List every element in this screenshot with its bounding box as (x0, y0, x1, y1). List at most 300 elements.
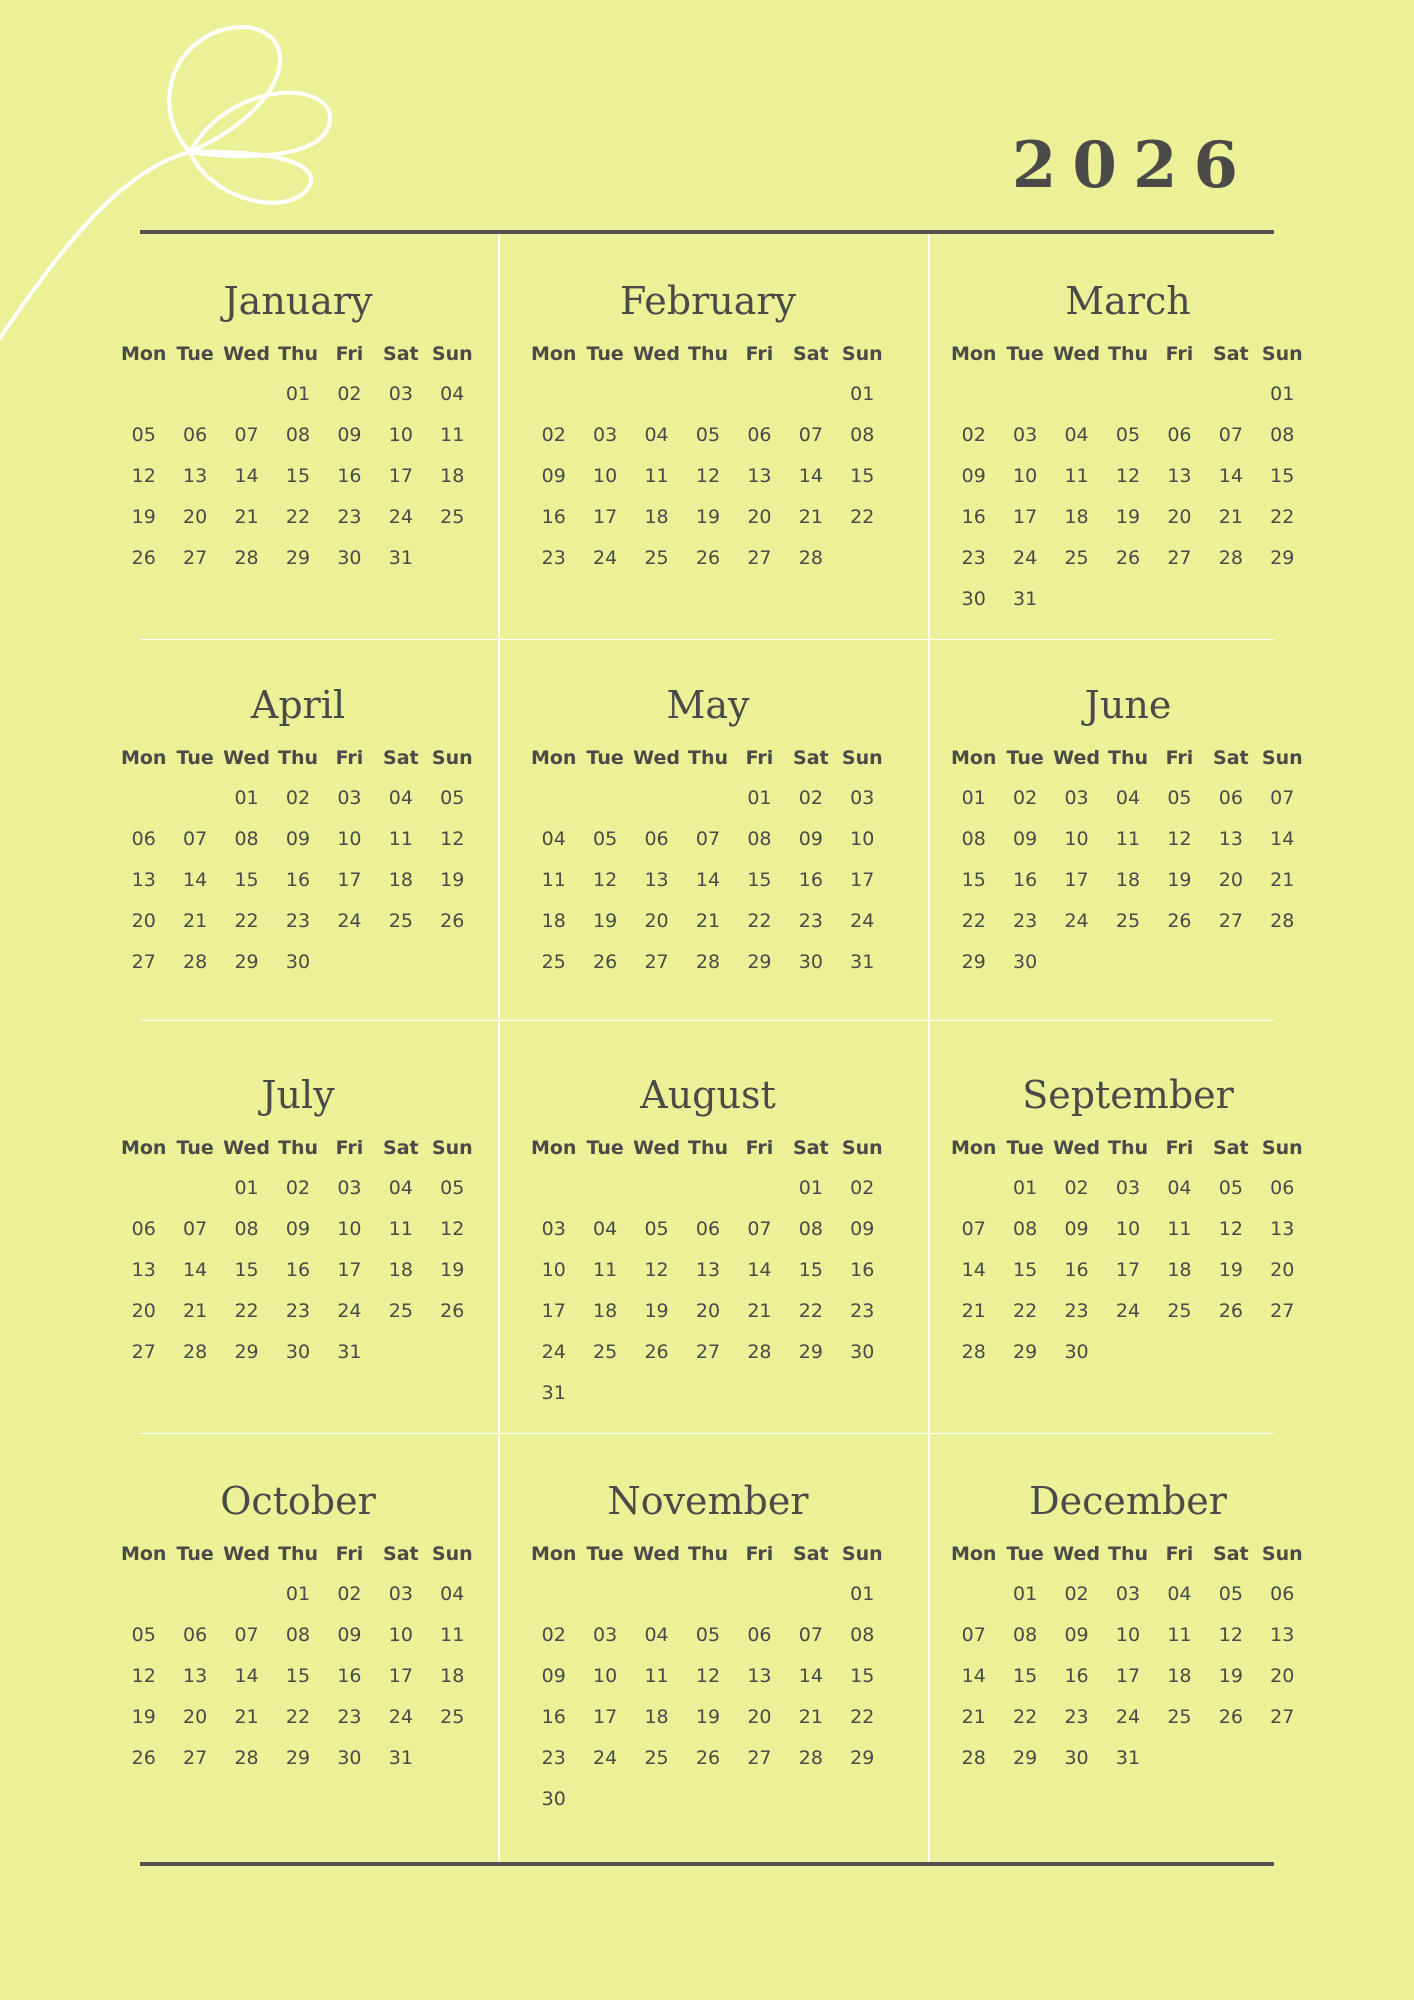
day-cell: 07 (1270, 787, 1295, 809)
day-cell: 20 (1270, 1259, 1295, 1281)
day-cell: 17 (337, 869, 362, 891)
day-cell: 05 (131, 1624, 156, 1646)
day-cell: 18 (440, 465, 465, 487)
day-cell: 01 (234, 1177, 259, 1199)
day-cell: 15 (285, 465, 311, 487)
day-cell: 07 (747, 1218, 772, 1240)
day-cell: 29 (285, 1747, 311, 1769)
weekday-header: Mon (530, 1543, 577, 1565)
day-cell: 05 (1218, 1177, 1243, 1199)
day-cell: 14 (798, 1665, 823, 1687)
day-cell: 09 (541, 1665, 566, 1687)
weekday-header: Tue (1006, 747, 1044, 769)
day-cell: 27 (183, 547, 208, 569)
day-cell: 28 (1270, 910, 1295, 932)
empty-cell (948, 1168, 999, 1209)
day-cell: 04 (440, 383, 465, 405)
day-cell: 27 (1270, 1706, 1295, 1728)
day-cell: 18 (644, 506, 669, 528)
weekday-header: Thu (687, 1137, 728, 1159)
empty-cell (1051, 374, 1102, 415)
day-cell: 27 (1218, 910, 1243, 932)
day-cell: 12 (1218, 1218, 1243, 1240)
day-cell: 20 (747, 1706, 772, 1728)
day-cell: 10 (593, 465, 618, 487)
day-cell: 14 (234, 465, 259, 487)
day-cell: 12 (1218, 1624, 1243, 1646)
empty-cell (734, 1574, 785, 1615)
month-grid (948, 334, 1308, 620)
day-cell: 18 (388, 869, 413, 891)
weekday-header: Sun (1261, 1137, 1303, 1159)
day-cell: 13 (131, 1259, 156, 1281)
day-cell: 08 (234, 1218, 259, 1240)
day-cell: 03 (1013, 424, 1038, 446)
day-cell: 11 (644, 465, 669, 487)
day-cell: 03 (337, 787, 362, 809)
day-cell: 11 (388, 828, 413, 850)
empty-cell (682, 374, 733, 415)
weekday-header: Mon (530, 343, 577, 365)
day-cell: 17 (1115, 1665, 1141, 1687)
weekday-header: Sat (1213, 343, 1249, 365)
day-cell: 24 (337, 1300, 362, 1322)
day-cell: 25 (388, 1300, 413, 1322)
weekday-header: Thu (1107, 1543, 1148, 1565)
month-grid (948, 1128, 1308, 1373)
day-cell: 19 (644, 1300, 669, 1322)
day-cell: 07 (695, 828, 721, 850)
day-cell: 31 (388, 1747, 413, 1769)
month-may (528, 672, 888, 983)
day-cell: 13 (1218, 828, 1243, 850)
day-cell: 17 (541, 1300, 566, 1322)
empty-cell (1205, 374, 1256, 415)
weekday-header: Tue (176, 747, 214, 769)
day-cell: 12 (644, 1259, 669, 1281)
day-cell: 07 (961, 1624, 986, 1646)
day-cell: 18 (593, 1300, 618, 1322)
month-grid (528, 334, 888, 579)
day-cell: 12 (440, 1218, 465, 1240)
day-cell: 05 (440, 787, 465, 809)
day-cell: 30 (337, 1747, 362, 1769)
day-cell: 23 (541, 1747, 566, 1769)
day-cell: 27 (131, 951, 156, 973)
day-cell: 22 (234, 1300, 259, 1322)
empty-cell (785, 1574, 836, 1615)
day-cell: 22 (798, 1300, 823, 1322)
day-cell: 18 (1115, 869, 1141, 891)
day-cell: 16 (337, 465, 362, 487)
day-cell: 09 (285, 828, 311, 850)
weekday-header: Mon (950, 1137, 997, 1159)
day-cell: 01 (850, 1583, 875, 1605)
empty-cell (528, 1168, 579, 1209)
weekday-header: Wed (223, 1543, 270, 1565)
day-cell: 30 (285, 951, 311, 973)
day-cell: 30 (1064, 1341, 1089, 1363)
day-cell: 03 (593, 424, 618, 446)
day-cell: 02 (337, 383, 362, 405)
row-divider (140, 1020, 1274, 1021)
day-cell: 12 (440, 828, 465, 850)
day-cell: 08 (961, 828, 986, 850)
day-cell: 25 (593, 1341, 618, 1363)
day-cell: 21 (234, 506, 259, 528)
day-cell: 24 (1013, 547, 1038, 569)
day-cell: 08 (1013, 1624, 1038, 1646)
day-cell: 09 (961, 465, 986, 487)
day-cell: 05 (593, 828, 618, 850)
day-cell: 06 (1270, 1583, 1295, 1605)
day-cell: 08 (285, 1624, 311, 1646)
day-cell: 19 (440, 869, 465, 891)
day-cell: 07 (183, 828, 208, 850)
day-cell: 10 (1013, 465, 1038, 487)
day-cell: 24 (593, 547, 618, 569)
empty-cell (118, 1168, 169, 1209)
day-cell: 26 (1115, 547, 1141, 569)
day-cell: 15 (1013, 1259, 1038, 1281)
day-cell: 22 (850, 506, 875, 528)
day-cell: 14 (747, 1259, 772, 1281)
day-cell: 04 (1167, 1177, 1192, 1199)
day-cell: 12 (1115, 465, 1141, 487)
empty-cell (1154, 374, 1205, 415)
weekday-header: Fri (1165, 1543, 1194, 1565)
month-december (948, 1468, 1308, 1779)
day-cell: 09 (1064, 1218, 1089, 1240)
day-cell: 22 (1013, 1706, 1038, 1728)
day-cell: 08 (850, 1624, 875, 1646)
day-cell: 31 (388, 547, 413, 569)
day-cell: 26 (1218, 1300, 1243, 1322)
day-cell: 21 (183, 1300, 208, 1322)
day-cell: 26 (1218, 1706, 1243, 1728)
day-cell: 29 (1013, 1341, 1038, 1363)
day-cell: 10 (1115, 1624, 1141, 1646)
day-cell: 13 (1270, 1218, 1295, 1240)
day-cell: 25 (1167, 1300, 1192, 1322)
day-cell: 05 (131, 424, 156, 446)
weekday-header: Sun (841, 1137, 883, 1159)
day-cell: 02 (541, 1624, 566, 1646)
weekday-header: Sat (383, 747, 419, 769)
weekday-header: Sat (793, 1543, 829, 1565)
day-cell: 25 (388, 910, 413, 932)
day-cell: 24 (850, 910, 875, 932)
day-cell: 20 (183, 1706, 208, 1728)
month-grid (528, 738, 888, 983)
day-cell: 13 (695, 1259, 721, 1281)
day-cell: 23 (285, 1300, 311, 1322)
weekday-header: Thu (277, 1543, 318, 1565)
weekday-header: Thu (687, 343, 728, 365)
day-cell: 28 (961, 1747, 986, 1769)
day-cell: 02 (850, 1177, 875, 1199)
day-cell: 10 (388, 424, 413, 446)
day-cell: 12 (695, 1665, 721, 1687)
day-cell: 01 (285, 1583, 311, 1605)
month-title: August (640, 1073, 776, 1117)
day-cell: 02 (961, 424, 986, 446)
day-cell: 28 (961, 1341, 986, 1363)
day-cell: 06 (747, 424, 772, 446)
day-cell: 19 (440, 1259, 465, 1281)
day-cell: 29 (747, 951, 772, 973)
month-title: March (1065, 279, 1191, 323)
day-cell: 03 (593, 1624, 618, 1646)
empty-cell (948, 374, 999, 415)
day-cell: 25 (1115, 910, 1141, 932)
day-cell: 15 (1013, 1665, 1038, 1687)
day-cell: 23 (285, 910, 311, 932)
day-cell: 04 (593, 1218, 618, 1240)
day-cell: 26 (440, 1300, 465, 1322)
weekday-header: Tue (1006, 1137, 1044, 1159)
day-cell: 16 (850, 1259, 875, 1281)
day-cell: 21 (1270, 869, 1295, 891)
day-cell: 27 (183, 1747, 208, 1769)
day-cell: 19 (1218, 1259, 1243, 1281)
empty-cell (948, 1574, 999, 1615)
day-cell: 14 (961, 1259, 986, 1281)
empty-cell (169, 778, 220, 819)
weekday-header: Fri (745, 747, 774, 769)
day-cell: 24 (1064, 910, 1089, 932)
weekday-header: Sun (1261, 747, 1303, 769)
weekday-header: Sun (431, 1137, 473, 1159)
day-cell: 30 (798, 951, 823, 973)
day-cell: 29 (285, 547, 311, 569)
weekday-header: Sat (383, 1137, 419, 1159)
weekday-header: Wed (1053, 343, 1100, 365)
day-cell: 28 (234, 1747, 259, 1769)
day-cell: 16 (1013, 869, 1038, 891)
weekday-header: Fri (745, 1137, 774, 1159)
day-cell: 05 (695, 1624, 721, 1646)
day-cell: 04 (1064, 424, 1089, 446)
day-cell: 21 (1218, 506, 1243, 528)
month-april (118, 672, 478, 983)
day-cell: 22 (285, 1706, 311, 1728)
day-cell: 06 (183, 424, 208, 446)
day-cell: 14 (695, 869, 721, 891)
weekday-header: Wed (633, 1137, 680, 1159)
month-grid (118, 1534, 478, 1779)
day-cell: 18 (1167, 1665, 1192, 1687)
day-cell: 22 (1013, 1300, 1038, 1322)
weekday-header: Wed (223, 747, 270, 769)
weekday-header: Sat (1213, 1543, 1249, 1565)
empty-cell (999, 374, 1050, 415)
day-cell: 16 (285, 869, 311, 891)
day-cell: 08 (850, 424, 875, 446)
day-cell: 12 (695, 465, 721, 487)
day-cell: 21 (961, 1300, 986, 1322)
weekday-header: Fri (335, 1543, 364, 1565)
day-cell: 21 (798, 1706, 823, 1728)
weekday-header: Sun (841, 343, 883, 365)
day-cell: 15 (798, 1259, 823, 1281)
weekday-header: Wed (1053, 1137, 1100, 1159)
day-cell: 03 (388, 383, 413, 405)
day-cell: 09 (850, 1218, 875, 1240)
column-divider (498, 234, 500, 1862)
day-cell: 01 (285, 383, 311, 405)
day-cell: 23 (1013, 910, 1038, 932)
weekday-header: Sat (1213, 1137, 1249, 1159)
day-cell: 24 (541, 1341, 566, 1363)
weekday-header: Mon (950, 343, 997, 365)
day-cell: 30 (961, 588, 986, 610)
day-cell: 20 (644, 910, 669, 932)
day-cell: 17 (1115, 1259, 1141, 1281)
day-cell: 10 (1064, 828, 1089, 850)
month-february (528, 268, 888, 579)
day-cell: 20 (131, 910, 156, 932)
day-cell: 02 (337, 1583, 362, 1605)
day-cell: 22 (747, 910, 772, 932)
weekday-header: Wed (633, 747, 680, 769)
day-cell: 25 (1167, 1706, 1192, 1728)
month-title: October (220, 1479, 376, 1523)
day-cell: 15 (234, 869, 259, 891)
day-cell: 05 (1167, 787, 1192, 809)
day-cell: 19 (1218, 1665, 1243, 1687)
day-cell: 10 (337, 828, 362, 850)
day-cell: 12 (131, 465, 156, 487)
day-cell: 23 (1064, 1300, 1089, 1322)
day-cell: 06 (644, 828, 669, 850)
weekday-header: Sat (793, 747, 829, 769)
day-cell: 02 (541, 424, 566, 446)
empty-cell (579, 374, 630, 415)
day-cell: 09 (1013, 828, 1038, 850)
day-cell: 29 (961, 951, 986, 973)
day-cell: 15 (961, 869, 986, 891)
day-cell: 19 (1115, 506, 1141, 528)
bottom-rule (140, 1862, 1274, 1866)
day-cell: 16 (961, 506, 986, 528)
day-cell: 08 (1270, 424, 1295, 446)
month-grid (948, 738, 1308, 983)
weekday-header: Thu (277, 747, 318, 769)
day-cell: 13 (1167, 465, 1192, 487)
empty-cell (579, 778, 630, 819)
day-cell: 31 (850, 951, 875, 973)
day-cell: 06 (183, 1624, 208, 1646)
day-cell: 22 (1270, 506, 1295, 528)
empty-cell (221, 1574, 272, 1615)
day-cell: 01 (798, 1177, 823, 1199)
day-cell: 18 (1167, 1259, 1192, 1281)
day-cell: 11 (541, 869, 566, 891)
weekday-header: Wed (223, 343, 270, 365)
day-cell: 02 (285, 1177, 311, 1199)
day-cell: 15 (850, 465, 875, 487)
weekday-header: Fri (1165, 1137, 1194, 1159)
weekday-header: Wed (633, 1543, 680, 1565)
weekday-header: Tue (586, 1543, 624, 1565)
day-cell: 30 (541, 1788, 566, 1810)
month-august (528, 1062, 888, 1414)
day-cell: 01 (747, 787, 772, 809)
weekday-header: Mon (950, 747, 997, 769)
day-cell: 31 (1013, 588, 1038, 610)
day-cell: 19 (131, 1706, 156, 1728)
day-cell: 27 (644, 951, 669, 973)
day-cell: 11 (1167, 1624, 1192, 1646)
month-title: December (1029, 1479, 1227, 1523)
empty-cell (528, 1574, 579, 1615)
day-cell: 11 (1064, 465, 1089, 487)
month-grid (948, 1534, 1308, 1779)
day-cell: 16 (541, 1706, 566, 1728)
day-cell: 23 (337, 1706, 362, 1728)
day-cell: 19 (1167, 869, 1192, 891)
weekday-header: Fri (1165, 343, 1194, 365)
empty-cell (631, 1168, 682, 1209)
day-cell: 09 (337, 1624, 362, 1646)
day-cell: 12 (1167, 828, 1192, 850)
weekday-header: Thu (1107, 343, 1148, 365)
day-cell: 04 (388, 787, 413, 809)
day-cell: 20 (183, 506, 208, 528)
weekday-header: Sat (383, 343, 419, 365)
day-cell: 17 (388, 465, 413, 487)
weekday-header: Sat (1213, 747, 1249, 769)
day-cell: 26 (131, 547, 156, 569)
day-cell: 01 (234, 787, 259, 809)
day-cell: 18 (388, 1259, 413, 1281)
weekday-header: Mon (120, 1137, 167, 1159)
weekday-header: Mon (120, 747, 167, 769)
day-cell: 27 (1270, 1300, 1295, 1322)
day-cell: 09 (285, 1218, 311, 1240)
weekday-header: Tue (176, 1543, 214, 1565)
day-cell: 24 (1115, 1300, 1141, 1322)
day-cell: 28 (798, 547, 823, 569)
weekday-header: Tue (586, 343, 624, 365)
day-cell: 20 (747, 506, 772, 528)
empty-cell (1102, 374, 1153, 415)
day-cell: 26 (695, 1747, 721, 1769)
month-title: April (250, 683, 346, 727)
day-cell: 10 (337, 1218, 362, 1240)
day-cell: 13 (183, 1665, 208, 1687)
weekday-header: Fri (335, 747, 364, 769)
day-cell: 28 (1218, 547, 1243, 569)
day-cell: 29 (798, 1341, 823, 1363)
day-cell: 18 (440, 1665, 465, 1687)
day-cell: 26 (440, 910, 465, 932)
day-cell: 08 (285, 424, 311, 446)
month-title: January (223, 279, 373, 323)
day-cell: 08 (1013, 1218, 1038, 1240)
day-cell: 15 (285, 1665, 311, 1687)
day-cell: 17 (1064, 869, 1089, 891)
empty-cell (682, 1168, 733, 1209)
weekday-header: Sun (841, 1543, 883, 1565)
day-cell: 08 (234, 828, 259, 850)
day-cell: 27 (747, 547, 772, 569)
day-cell: 26 (1167, 910, 1192, 932)
day-cell: 09 (337, 424, 362, 446)
weekday-header: Thu (277, 343, 318, 365)
day-cell: 16 (541, 506, 566, 528)
